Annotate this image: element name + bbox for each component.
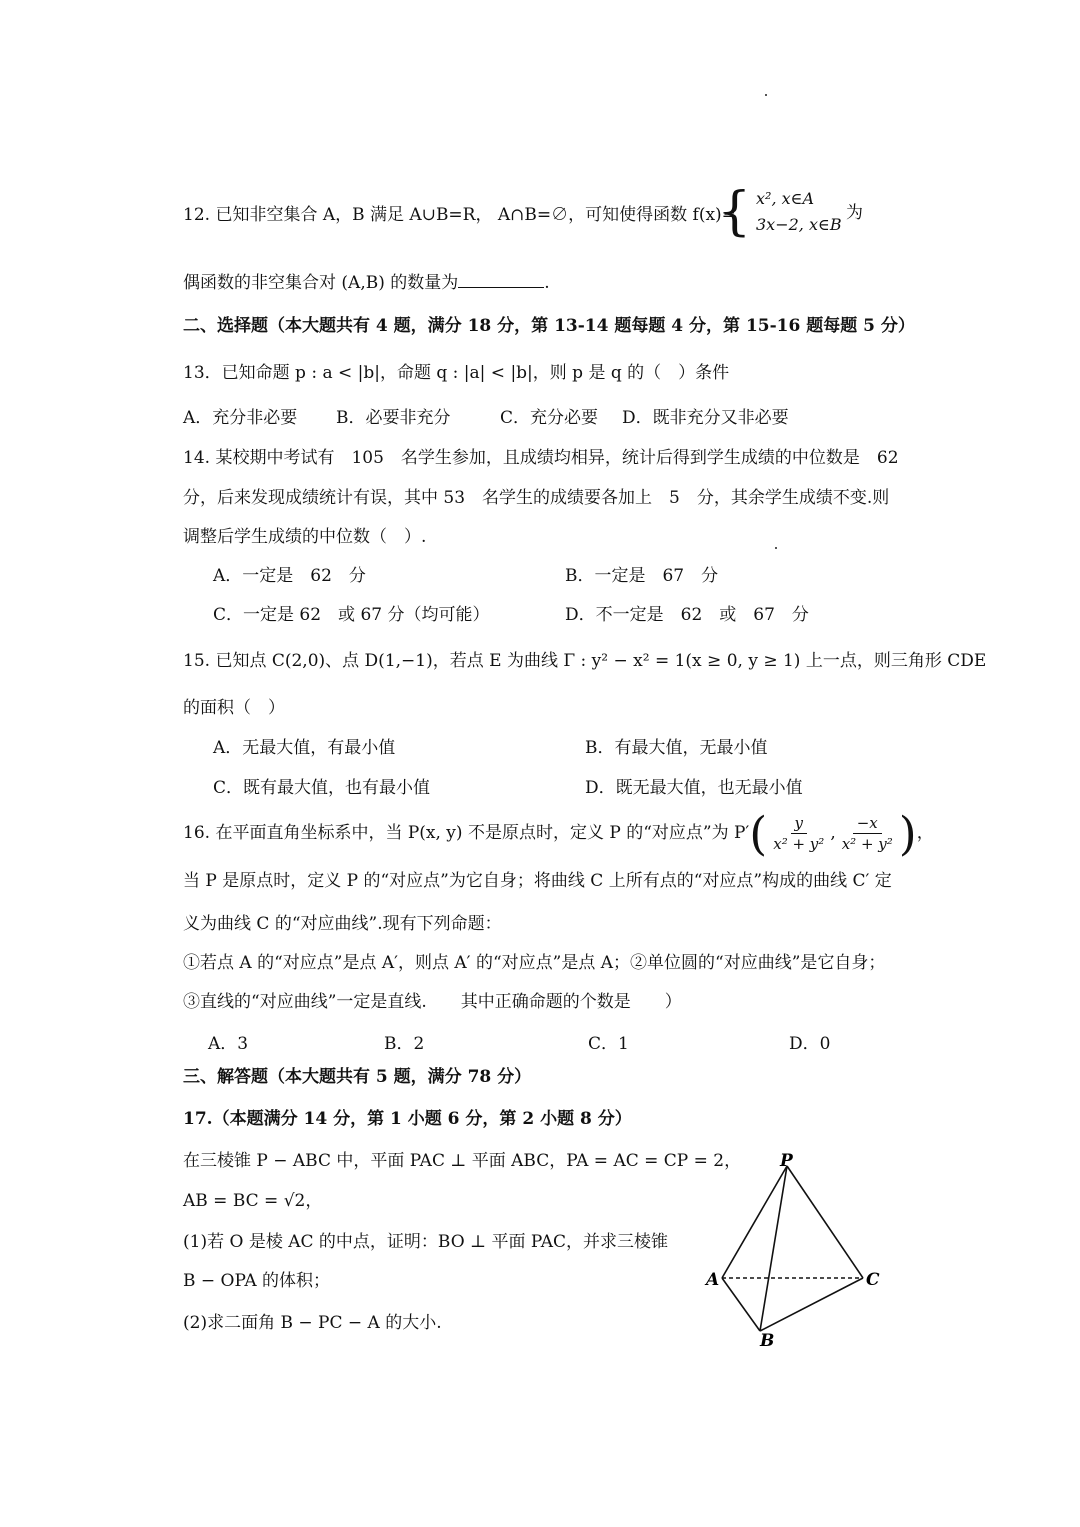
q16-line1: 16. 在平面直角坐标系中，当 P(x, y) 不是原点时，定义 P 的“对应点”为 P′( $\frac{y}{\text{x² + y²}}$ , $\frac{-x}{\text{x² + y²}}$ )，	[183, 806, 934, 861]
q13-option-a: A．充分非必要	[183, 408, 298, 428]
q13-option-b: B．必要非充分	[336, 408, 451, 428]
q14-line2: 分，后来发现成绩统计有误，其中 53 名学生的成绩要各加上 5 分，其余学生成绩不变.则	[183, 488, 890, 508]
edge-AB	[722, 1278, 760, 1331]
fraction-2-denominator: x² + y²	[841, 835, 893, 853]
q12-line2-suffix: .	[544, 273, 550, 293]
q15-line1: 15. 已知点 C(2,0)、点 D(1,−1)，若点 E 为曲线 Γ : y² − x² = 1(x ≥ 0, y ≥ 1) 上一点，则三角形 CDE	[183, 651, 987, 671]
fraction-2	[838, 813, 897, 854]
q12-case2: 3x−2, x∈B	[756, 215, 842, 234]
q15-option-c: C．既有最大值，也有最小值	[213, 778, 431, 798]
q16-option-c: C．1	[588, 1034, 629, 1054]
q15-line2: 的面积（ ）	[183, 698, 285, 718]
q16-option-a: A．3	[208, 1034, 249, 1054]
edge-BC	[760, 1278, 863, 1331]
left-paren: (	[749, 806, 768, 861]
q17-line5: (2)求二面角 B − PC − A 的大小.	[183, 1313, 442, 1333]
vertex-label-A: A	[706, 1270, 720, 1290]
q12-tail: 为	[846, 203, 863, 223]
right-paren: )	[898, 806, 917, 861]
vertex-label-P: P	[780, 1151, 793, 1171]
answer-blank[interactable]	[458, 271, 544, 288]
q17-line1: 在三棱锥 P − ABC 中，平面 PAC ⊥ 平面 ABC，PA = AC = CP = 2，	[183, 1151, 742, 1171]
q17-line2: AB = BC = √2，	[183, 1191, 323, 1211]
section3-heading: 三、解答题（本大题共有 5 题，满分 78 分）	[183, 1067, 532, 1087]
q13-stem: 13．已知命题 p : a < |b|，命题 q : |a| < |b|，则 p 是 q 的（ ）条件	[183, 363, 730, 383]
q17-header: 17.（本题满分 14 分，第 1 小题 6 分，第 2 小题 8 分）	[183, 1109, 632, 1129]
q12-line1: 12. 已知非空集合 A，B 满足 A∪B=R， A∩B=∅，可知使得函数 f(x)=	[183, 205, 736, 225]
q15-option-b: B．有最大值，无最小值	[585, 738, 768, 758]
q16-option-d: D．0	[789, 1034, 831, 1054]
q15-option-d: D．既无最大值，也无最小值	[585, 778, 803, 798]
q16-line3: 义为曲线 C 的“对应曲线”.现有下列命题：	[183, 914, 502, 934]
q17-line3: (1)若 O 是棱 AC 的中点，证明：BO ⊥ 平面 PAC，并求三棱锥	[183, 1232, 669, 1252]
q16-line1-pre: 16. 在平面直角坐标系中，当 P(x, y) 不是原点时，定义 P 的“对应点”为 P′	[183, 823, 750, 843]
q13-option-c: C．充分必要	[500, 408, 599, 428]
q17-line4: B − OPA 的体积；	[183, 1271, 331, 1291]
fraction-1-denominator: x² + y²	[773, 835, 825, 853]
q14-option-a: A．一定是 62 分	[213, 566, 366, 586]
q16-line4: ①若点 A 的“对应点”是点 A′，则点 A′ 的“对应点”是点 A；②单位圆的“对应曲线”是它自身；	[183, 953, 886, 973]
section2-heading: 二、选择题（本大题共有 4 题，满分 18 分，第 13-14 题每题 4 分，第 15-16 题每题 5 分）	[183, 316, 915, 336]
q13-option-d: D．既非充分又非必要	[622, 408, 789, 428]
vertex-label-B: B	[760, 1331, 775, 1348]
left-brace: {	[718, 182, 752, 242]
q14-line3: 调整后学生成绩的中位数（ ）.	[183, 527, 427, 547]
q16-line1-post: ，	[916, 823, 934, 843]
q12-line2	[183, 271, 550, 294]
q12-line2-prefix: 偶函数的非空集合对 (A,B) 的数量为	[183, 273, 459, 293]
q14-line1: 14. 某校期中考试有 105 名学生参加，且成绩均相异，统计后得到学生成绩的中位数是 62	[183, 448, 899, 468]
scan-speck	[765, 94, 767, 96]
q14-option-b: B．一定是 67 分	[565, 566, 719, 586]
edge-PC	[787, 1166, 863, 1278]
q16-option-b: B．2	[384, 1034, 425, 1054]
q16-line5: ③直线的“对应曲线”一定是直线. 其中正确命题的个数是 ）	[183, 992, 682, 1012]
q16-line2: 当 P 是原点时，定义 P 的“对应点”为它自身；将曲线 C 上所有点的“对应点”构成的曲线 C′ 定	[183, 871, 892, 891]
tetrahedron-figure	[700, 1148, 900, 1348]
fraction-1	[769, 813, 828, 854]
q14-option-c: C．一定是 62 或 67 分（均可能）	[213, 605, 490, 625]
fraction-2-numerator: −x	[853, 813, 882, 834]
q14-option-d: D．不一定是 62 或 67 分	[565, 605, 809, 625]
fraction-1-numerator: y	[791, 813, 807, 834]
q15-option-a: A．无最大值，有最小值	[213, 738, 396, 758]
q12-case1: x², x∈A	[756, 189, 815, 208]
scan-speck	[775, 547, 777, 549]
vertex-label-C: C	[866, 1270, 880, 1290]
